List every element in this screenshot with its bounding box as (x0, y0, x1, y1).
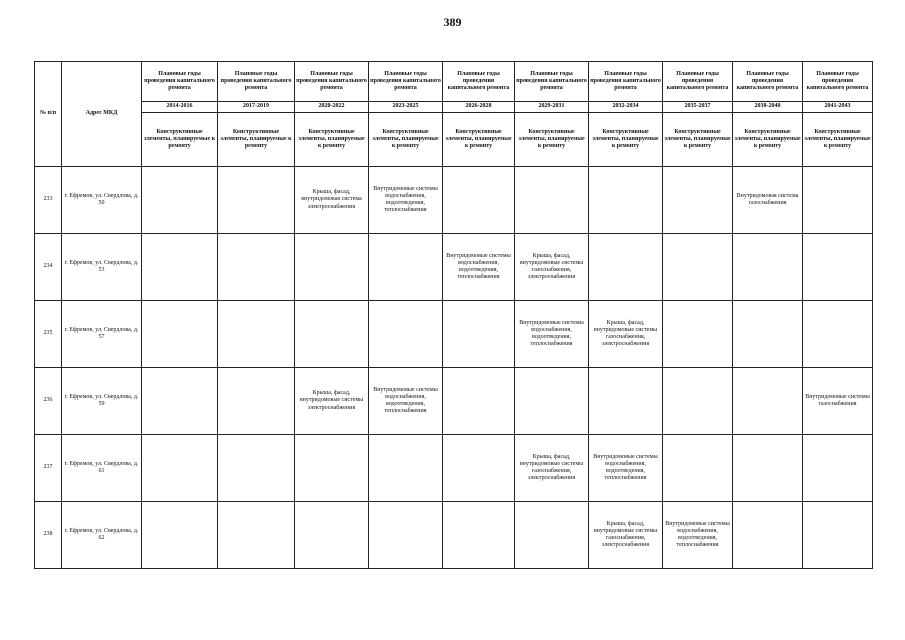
row-cell-2032-2034 (589, 234, 663, 301)
row-cell-2014-2016 (142, 301, 218, 368)
row-cell-2035-2037 (663, 167, 733, 234)
row-cell-2029-2031 (515, 167, 589, 234)
row-number: 233 (35, 167, 62, 234)
header-address: Адрес МКД (62, 62, 142, 167)
header-plan-2038-2040: Плановые годы проведения капитального ремонта (733, 62, 803, 102)
row-cell-2032-2034 (589, 368, 663, 435)
row-cell-2041-2043 (803, 435, 873, 502)
row-cell-2029-2031: Внутридомовые системы водоснабжения, водоотведения, теплоснабжения (515, 301, 589, 368)
header-plan-2029-2031: Плановые годы проведения капитального ремонта (515, 62, 589, 102)
row-cell-2017-2019 (218, 167, 295, 234)
row-cell-2035-2037 (663, 368, 733, 435)
header-plan-row (35, 62, 873, 102)
row-address: г. Ефремов, ул. Свердлова, д. 59 (62, 368, 142, 435)
row-number: 237 (35, 435, 62, 502)
row-cell-2035-2037 (663, 435, 733, 502)
header-elements-2023-2025: Конструктивные элементы, планируемые к ремонту (369, 113, 443, 167)
row-cell-2023-2025 (369, 234, 443, 301)
table-row (35, 301, 873, 368)
header-years-2038-2040: 2038-2040 (733, 102, 803, 113)
row-cell-2035-2037 (663, 234, 733, 301)
row-address: г. Ефремов, ул. Свердлова, д. 62 (62, 502, 142, 569)
row-cell-2014-2016 (142, 502, 218, 569)
table-row (35, 234, 873, 301)
row-cell-2038-2040 (733, 301, 803, 368)
header-years-2035-2037: 2035-2037 (663, 102, 733, 113)
table-row (35, 502, 873, 569)
header-years-2041-2043: 2041-2043 (803, 102, 873, 113)
header-years-2017-2019: 2017-2019 (218, 102, 295, 113)
header-elements-2014-2016: Конструктивные элементы, планируемые к ремонту (142, 113, 218, 167)
header-plan-2041-2043: Плановые годы проведения капитального ремонта (803, 62, 873, 102)
row-cell-2026-2028 (443, 301, 515, 368)
header-elements-2029-2031: Конструктивные элементы, планируемые к ремонту (515, 113, 589, 167)
header-plan-2032-2034: Плановые годы проведения капитального ремонта (589, 62, 663, 102)
row-cell-2020-2022: Крыша, фасад, внутридомовые системы электроснабжения (295, 368, 369, 435)
header-number: № п/п (35, 62, 62, 167)
row-cell-2038-2040 (733, 502, 803, 569)
row-cell-2038-2040 (733, 435, 803, 502)
row-cell-2041-2043: Внутридомовые системы газоснабжения (803, 368, 873, 435)
header-elements-2041-2043: Конструктивные элементы, планируемые к ремонту (803, 113, 873, 167)
header-years-row (35, 102, 873, 113)
row-cell-2017-2019 (218, 301, 295, 368)
row-cell-2032-2034: Крыша, фасад, внутридомовые системы газоснабжения, электроснабжения (589, 502, 663, 569)
header-years-2014-2016: 2014-2016 (142, 102, 218, 113)
row-cell-2014-2016 (142, 234, 218, 301)
page-number: 389 (443, 15, 462, 29)
row-cell-2029-2031 (515, 368, 589, 435)
row-cell-2017-2019 (218, 502, 295, 569)
row-number: 234 (35, 234, 62, 301)
row-cell-2035-2037 (663, 301, 733, 368)
header-elements-2038-2040: Конструктивные элементы, планируемые к ремонту (733, 113, 803, 167)
row-cell-2041-2043 (803, 167, 873, 234)
row-cell-2026-2028 (443, 167, 515, 234)
row-number: 238 (35, 502, 62, 569)
row-cell-2029-2031 (515, 502, 589, 569)
header-elements-2017-2019: Конструктивные элементы, планируемые к ремонту (218, 113, 295, 167)
header-elements-2026-2028: Конструктивные элементы, планируемые к ремонту (443, 113, 515, 167)
row-cell-2023-2025: Внутридомовые системы водоснабжения, водоотведения, теплоснабжения (369, 167, 443, 234)
row-cell-2020-2022 (295, 502, 369, 569)
header-years-2020-2022: 2020-2022 (295, 102, 369, 113)
table-row (35, 167, 873, 234)
table-row (35, 368, 873, 435)
header-elements-2032-2034: Конструктивные элементы, планируемые к ремонту (589, 113, 663, 167)
row-cell-2020-2022: Крыша, фасад, внутридомовая система электроснабжения (295, 167, 369, 234)
row-address: г. Ефремов, ул. Свердлова, д. 57 (62, 301, 142, 368)
row-cell-2032-2034: Внутридомовые системы водоснабжения, водоотведения, теплоснабжения (589, 435, 663, 502)
row-cell-2032-2034: Крыша, фасад, внутридомовые системы газоснабжения, электроснабжения (589, 301, 663, 368)
row-cell-2026-2028: Внутридомовые системы водоснабжения, водоотведения, теплоснабжения (443, 234, 515, 301)
row-cell-2038-2040 (733, 234, 803, 301)
header-elements-2020-2022: Конструктивные элементы, планируемые к ремонту (295, 113, 369, 167)
row-cell-2026-2028 (443, 368, 515, 435)
row-cell-2041-2043 (803, 301, 873, 368)
header-years-2026-2028: 2026-2028 (443, 102, 515, 113)
header-plan-2017-2019: Плановые годы проведения капитального ремонта (218, 62, 295, 102)
row-number: 235 (35, 301, 62, 368)
row-cell-2026-2028 (443, 502, 515, 569)
row-address: г. Ефремов, ул. Свердлова, д. 61 (62, 435, 142, 502)
repair-schedule-table (34, 61, 873, 569)
row-cell-2023-2025 (369, 435, 443, 502)
row-cell-2032-2034 (589, 167, 663, 234)
row-cell-2017-2019 (218, 234, 295, 301)
row-cell-2023-2025: Внутридомовые системы водоснабжения, водоотведения, теплоснабжения (369, 368, 443, 435)
row-cell-2038-2040: Внутридомовая система газоснабжения (733, 167, 803, 234)
header-elements-2035-2037: Конструктивные элементы, планируемые к ремонту (663, 113, 733, 167)
row-cell-2020-2022 (295, 435, 369, 502)
row-cell-2023-2025 (369, 502, 443, 569)
row-cell-2014-2016 (142, 435, 218, 502)
header-years-2032-2034: 2032-2034 (589, 102, 663, 113)
row-address: г. Ефремов, ул. Свердлова, д. 50 (62, 167, 142, 234)
row-cell-2014-2016 (142, 368, 218, 435)
row-cell-2029-2031: Крыша, фасад, внутридомовые системы газоснабжения, электроснабжения (515, 234, 589, 301)
row-cell-2041-2043 (803, 502, 873, 569)
row-cell-2017-2019 (218, 368, 295, 435)
row-cell-2014-2016 (142, 167, 218, 234)
row-cell-2029-2031: Крыша, фасад, внутридомовые системы газоснабжения, электроснабжения (515, 435, 589, 502)
row-cell-2017-2019 (218, 435, 295, 502)
header-plan-2035-2037: Плановые годы проведения капитального ремонта (663, 62, 733, 102)
row-cell-2035-2037: Внутридомовые системы водоснабжения, водоотведения, теплоснабжения (663, 502, 733, 569)
row-cell-2026-2028 (443, 435, 515, 502)
header-elements-row (35, 113, 873, 167)
table-row (35, 435, 873, 502)
row-cell-2038-2040 (733, 368, 803, 435)
header-plan-2014-2016: Плановые годы проведения капитального ремонта (142, 62, 218, 102)
row-address: г. Ефремов, ул. Свердлова, д. 53 (62, 234, 142, 301)
row-number: 236 (35, 368, 62, 435)
row-cell-2020-2022 (295, 301, 369, 368)
row-cell-2023-2025 (369, 301, 443, 368)
header-plan-2023-2025: Плановые годы проведения капитального ремонта (369, 62, 443, 102)
row-cell-2041-2043 (803, 234, 873, 301)
header-plan-2026-2028: Плановые годы проведения капитального ремонта (443, 62, 515, 102)
header-years-2029-2031: 2029-2031 (515, 102, 589, 113)
row-cell-2020-2022 (295, 234, 369, 301)
header-plan-2020-2022: Плановые годы проведения капитального ремонта (295, 62, 369, 102)
header-years-2023-2025: 2023-2025 (369, 102, 443, 113)
